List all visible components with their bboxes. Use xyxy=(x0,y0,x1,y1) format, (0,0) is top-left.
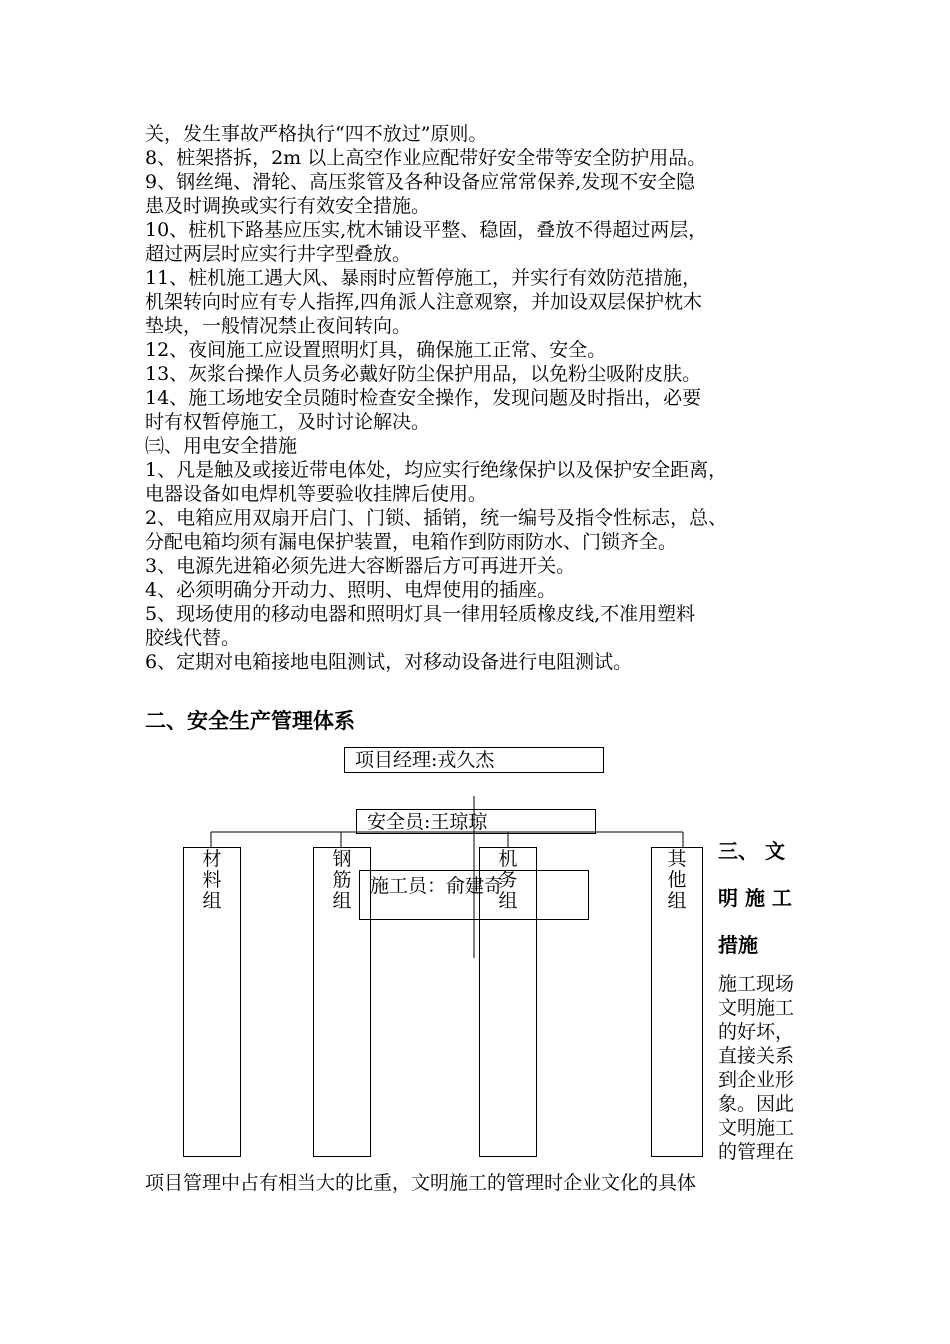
text-line: 施工现场 xyxy=(718,973,795,995)
heading-line: 明 施 工 xyxy=(718,886,792,910)
group-char: 组 xyxy=(202,890,222,912)
text-line: 文明施工 xyxy=(718,997,795,1019)
project-manager-box: 项目经理:戎久杰 xyxy=(344,747,604,773)
text-line: 4、必须明确分开动力、照明、电焊使用的插座。 xyxy=(145,579,557,601)
text-line: 电器设备如电焊机等要验收挂牌后使用。 xyxy=(145,483,488,505)
group-char: 钢 xyxy=(332,848,352,870)
group-char: 组 xyxy=(667,890,687,912)
group-char: 组 xyxy=(498,890,518,912)
group-char: 材 xyxy=(202,848,222,870)
text-line: 2、电箱应用双扇开启门、门锁、插销，统一编号及指令性标志，总、 xyxy=(145,507,728,529)
text-line: 到企业形 xyxy=(718,1069,795,1091)
text-line: 文明施工 xyxy=(718,1117,795,1139)
text-line: 象。因此 xyxy=(718,1093,795,1115)
text-line: 的管理在 xyxy=(718,1141,795,1163)
text-line: 1、凡是触及或接近带电体处，均应实行绝缘保护以及保护安全距离， xyxy=(145,459,728,481)
group-char: 他 xyxy=(667,869,687,891)
text-line: 胶线代替。 xyxy=(145,627,241,649)
text-line: 11、桩机施工遇大风、暴雨时应暂停施工，并实行有效防范措施， xyxy=(145,267,702,289)
text-line: 超过两层时应实行井字型叠放。 xyxy=(145,243,412,265)
text-line: 直接关系 xyxy=(718,1045,795,1067)
text-line: 6、定期对电箱接地电阻测试，对移动设备进行电阻测试。 xyxy=(145,651,633,673)
safety-officer-box: 安全员:王琼琼 xyxy=(356,809,596,834)
heading-line: 措施 xyxy=(718,933,758,957)
text-line: 3、电源先进箱必须先进大容断器后方可再进开关。 xyxy=(145,555,576,577)
text-line: 12、夜间施工应设置照明灯具，确保施工正常、安全。 xyxy=(145,339,607,361)
text-line: 垫块，一般情况禁止夜间转向。 xyxy=(145,315,412,337)
group-char: 务 xyxy=(498,869,518,891)
text-line: 分配电箱均须有漏电保护装置，电箱作到防雨防水、门锁齐全。 xyxy=(145,531,678,553)
section3-heading xyxy=(718,828,808,969)
text-line: 时有权暂停施工，及时讨论解决。 xyxy=(145,411,431,433)
bottom-text-line: 项目管理中占有相当大的比重，文明施工的管理时企业文化的具体 xyxy=(145,1172,697,1194)
other-group-box xyxy=(651,847,703,1157)
section-heading: 二、安全生产管理体系 xyxy=(145,708,355,733)
text-line: 9、钢丝绳、滑轮、高压浆管及各种设备应常常保养,发现不安全隐 xyxy=(145,171,696,193)
text-line: 10、桩机下路基应压实,枕木铺设平整、稳固，叠放不得超过两层， xyxy=(145,219,708,241)
text-line: 13、灰浆台操作人员务必戴好防尘保护用品，以免粉尘吸附皮肤。 xyxy=(145,363,702,385)
text-line: 14、施工场地安全员随时检查安全操作，发现问题及时指出，必要 xyxy=(145,387,702,409)
heading-line: 三、 文 xyxy=(718,839,785,863)
section3-column xyxy=(718,828,808,1164)
text-line: 5、现场使用的移动电器和照明灯具一律用轻质橡皮线,不准用塑料 xyxy=(145,603,696,625)
group-char: 筋 xyxy=(332,869,352,891)
text-line: 患及时调换或实行有效安全措施。 xyxy=(145,195,431,217)
group-char: 组 xyxy=(332,890,352,912)
text-line: 的好坏， xyxy=(718,1021,795,1043)
materials-group-box xyxy=(183,847,241,1157)
text-line: 8、桩架搭拆，2m 以上高空作业应配带好安全带等安全防护用品。 xyxy=(145,147,707,169)
constructor-box: 施工员：俞建奇 xyxy=(359,870,589,920)
text-line: 机架转向时应有专人指挥,四角派人注意观察，并加设双层保护枕木 xyxy=(145,291,703,313)
text-line: 关，发生事故严格执行“四不放过”原则。 xyxy=(145,123,488,145)
group-char: 料 xyxy=(202,869,222,891)
section3-body xyxy=(718,972,808,1164)
text-line: ㈢、用电安全措施 xyxy=(145,435,298,457)
group-char: 机 xyxy=(498,848,518,870)
group-char: 其 xyxy=(667,848,687,870)
